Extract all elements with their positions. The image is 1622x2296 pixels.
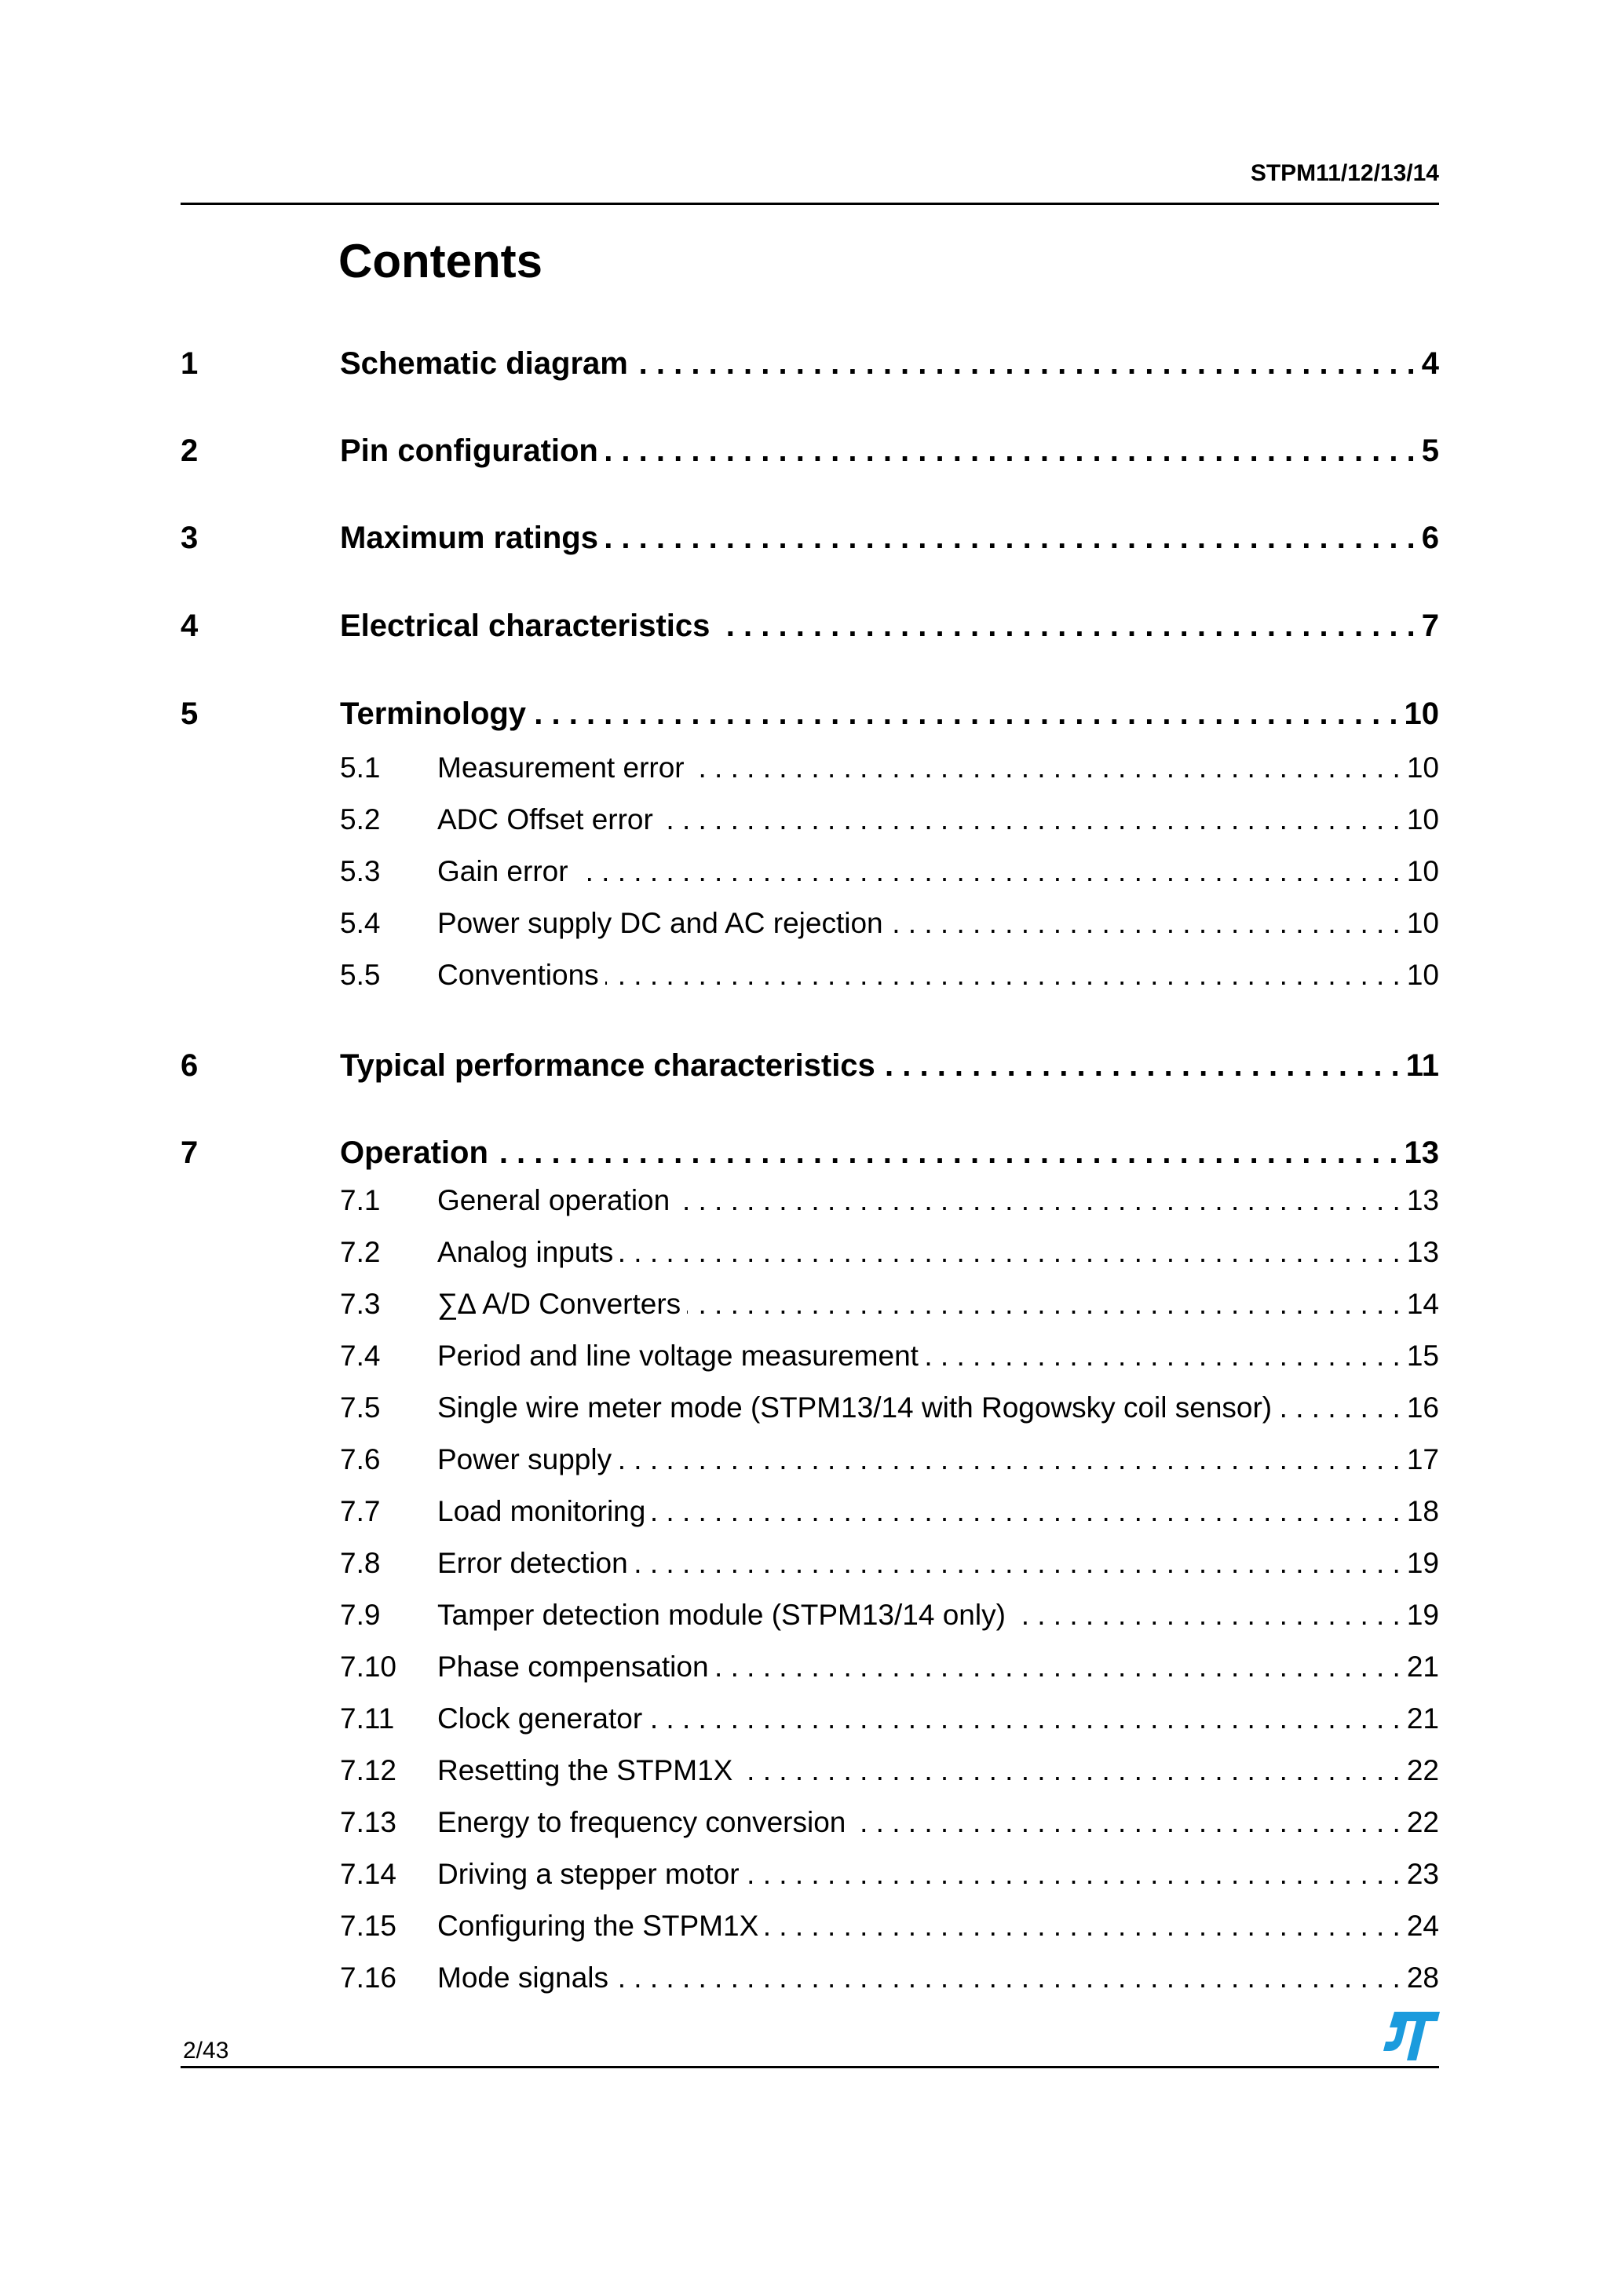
- toc-number: 2: [181, 433, 199, 468]
- toc-number: 7.10: [340, 1651, 397, 1683]
- toc-page[interactable]: 18: [1406, 1495, 1439, 1527]
- toc-entry-7-10[interactable]: [181, 1649, 1439, 1685]
- toc-page[interactable]: 10: [1404, 696, 1439, 731]
- dot-leader: [618, 1442, 1401, 1478]
- toc-title[interactable]: ∑∆ A/D Converters: [437, 1288, 681, 1320]
- header-rule: [181, 203, 1439, 205]
- toc-title[interactable]: Gain error: [437, 855, 568, 887]
- toc-page[interactable]: 13: [1406, 1236, 1439, 1268]
- toc-title[interactable]: Schematic diagram: [340, 346, 628, 381]
- toc-page[interactable]: 13: [1406, 1184, 1439, 1216]
- toc-number: 1: [181, 346, 199, 381]
- toc-entry-3[interactable]: [181, 518, 1439, 558]
- toc-page[interactable]: 21: [1406, 1651, 1439, 1683]
- toc-number: 7.9: [340, 1599, 381, 1631]
- toc-number: 7.12: [340, 1754, 397, 1786]
- toc-entry-1[interactable]: [181, 344, 1439, 383]
- toc-entry-5[interactable]: [181, 694, 1439, 733]
- toc-page[interactable]: 21: [1406, 1702, 1439, 1735]
- st-logo-icon: [1383, 2012, 1440, 2060]
- dot-leader: [739, 1753, 1401, 1789]
- dot-leader: [615, 1960, 1401, 1996]
- toc-number: 5.5: [340, 959, 381, 991]
- dot-leader: [687, 1286, 1401, 1322]
- toc-number: 7.11: [340, 1702, 395, 1735]
- toc-entry-7-3[interactable]: [181, 1286, 1439, 1322]
- toc-entry-4[interactable]: [181, 606, 1439, 645]
- dot-leader: [890, 905, 1401, 941]
- toc-entry-5-5[interactable]: [181, 957, 1439, 993]
- toc-title[interactable]: Energy to frequency conversion: [437, 1806, 846, 1838]
- toc-title[interactable]: General operation: [437, 1184, 670, 1216]
- toc-page[interactable]: 13: [1404, 1135, 1439, 1170]
- toc-entry-7-7[interactable]: [181, 1493, 1439, 1530]
- toc-title[interactable]: Phase compensation: [437, 1651, 709, 1683]
- toc-title[interactable]: Power supply DC and AC rejection: [437, 907, 883, 939]
- toc-title[interactable]: Clock generator: [437, 1702, 643, 1735]
- toc-number: 5: [181, 696, 199, 731]
- toc-entry-7-16[interactable]: [181, 1960, 1439, 1996]
- dot-leader: [882, 1046, 1400, 1085]
- dot-leader: [925, 1338, 1401, 1374]
- toc-title[interactable]: Load monitoring: [437, 1495, 646, 1527]
- toc-entry-5-3[interactable]: [181, 854, 1439, 890]
- dot-leader: [634, 344, 1416, 383]
- toc-entry-7-11[interactable]: [181, 1701, 1439, 1737]
- toc-number: 7.6: [340, 1443, 381, 1475]
- toc-entry-5-2[interactable]: [181, 802, 1439, 838]
- toc-number: 7.4: [340, 1340, 381, 1372]
- toc-entry-7-9[interactable]: [181, 1597, 1439, 1633]
- toc-title[interactable]: Operation: [340, 1135, 488, 1170]
- toc-title[interactable]: Error detection: [437, 1547, 628, 1579]
- toc-page[interactable]: 19: [1406, 1599, 1439, 1631]
- toc-number: 5.4: [340, 907, 381, 939]
- dot-leader: [605, 957, 1401, 993]
- toc-page[interactable]: 6: [1421, 521, 1439, 555]
- dot-leader: [605, 518, 1416, 558]
- toc-page[interactable]: 4: [1421, 346, 1439, 381]
- toc-number: 3: [181, 521, 199, 555]
- toc-number: 7.13: [340, 1806, 397, 1838]
- dot-leader: [852, 1804, 1400, 1841]
- toc-title[interactable]: Period and line voltage measurement: [437, 1340, 919, 1372]
- toc-title[interactable]: Electrical characteristics: [340, 609, 711, 643]
- dot-leader: [1278, 1390, 1401, 1426]
- toc-page[interactable]: 15: [1406, 1340, 1439, 1372]
- toc-number: 7.7: [340, 1495, 381, 1527]
- toc-entry-2[interactable]: [181, 431, 1439, 470]
- toc-page[interactable]: 10: [1406, 855, 1439, 887]
- toc-title[interactable]: ADC Offset error: [437, 803, 653, 835]
- toc-number: 6: [181, 1048, 199, 1083]
- toc-entry-5-4[interactable]: [181, 905, 1439, 941]
- toc-entry-7-5[interactable]: [181, 1390, 1439, 1426]
- toc-page[interactable]: 14: [1406, 1288, 1439, 1320]
- toc-title[interactable]: Typical performance characteristics: [340, 1048, 875, 1083]
- toc-page[interactable]: 23: [1406, 1858, 1439, 1890]
- dot-leader: [659, 802, 1401, 838]
- toc-number: 7.15: [340, 1910, 397, 1942]
- toc-number: 7: [181, 1135, 199, 1170]
- toc-entry-5-1[interactable]: [181, 750, 1439, 786]
- dot-leader: [575, 854, 1401, 890]
- dot-leader: [605, 431, 1416, 470]
- toc-page[interactable]: 22: [1406, 1754, 1439, 1786]
- toc-title[interactable]: Pin configuration: [340, 433, 598, 468]
- toc-page[interactable]: 10: [1406, 803, 1439, 835]
- toc-title[interactable]: Conventions: [437, 959, 599, 991]
- toc-title[interactable]: Measurement error: [437, 751, 685, 784]
- dot-leader: [532, 694, 1397, 733]
- dot-leader: [691, 750, 1401, 786]
- toc-title[interactable]: Tamper detection module (STPM13/14 only): [437, 1599, 1006, 1631]
- toc-title[interactable]: Configuring the STPM1X: [437, 1910, 759, 1942]
- toc-number: 7.5: [340, 1391, 381, 1424]
- toc-entry-7-15[interactable]: [181, 1908, 1439, 1944]
- toc-title[interactable]: Maximum ratings: [340, 521, 598, 555]
- footer-rule: [181, 2066, 1439, 2068]
- toc-page[interactable]: 10: [1406, 959, 1439, 991]
- page-title: Contents: [338, 235, 542, 287]
- toc-number: 7.16: [340, 1961, 397, 1994]
- toc-title[interactable]: Power supply: [437, 1443, 612, 1475]
- dot-leader: [716, 606, 1415, 645]
- toc-number: 7.8: [340, 1547, 381, 1579]
- toc-page[interactable]: 10: [1406, 907, 1439, 939]
- toc-number: 7.1: [340, 1184, 381, 1216]
- toc-title[interactable]: Analog inputs: [437, 1236, 614, 1268]
- dot-leader: [652, 1493, 1401, 1530]
- toc-number: 7.3: [340, 1288, 381, 1320]
- toc-number: 7.2: [340, 1236, 381, 1268]
- toc-entry-6[interactable]: [181, 1046, 1439, 1085]
- dot-leader: [634, 1545, 1401, 1581]
- toc-entry-7-13[interactable]: [181, 1804, 1439, 1841]
- toc-number: 5.1: [340, 751, 381, 784]
- toc-entry-7-1[interactable]: [181, 1183, 1439, 1219]
- document-title: STPM11/12/13/14: [1250, 160, 1439, 186]
- dot-leader: [715, 1649, 1401, 1685]
- toc-number: 5.2: [340, 803, 381, 835]
- dot-leader: [1012, 1597, 1401, 1633]
- toc-number: 5.3: [340, 855, 381, 887]
- dot-leader: [746, 1856, 1401, 1892]
- dot-leader: [619, 1234, 1401, 1270]
- toc-entry-7-8[interactable]: [181, 1545, 1439, 1581]
- toc-title[interactable]: Mode signals: [437, 1961, 609, 1994]
- toc-entry-7[interactable]: [181, 1133, 1439, 1172]
- toc-page[interactable]: 28: [1406, 1961, 1439, 1994]
- toc-entry-7-2[interactable]: [181, 1234, 1439, 1270]
- toc-page[interactable]: 10: [1406, 751, 1439, 784]
- page-indicator: 2/43: [183, 2038, 229, 2064]
- toc-entry-7-12[interactable]: [181, 1753, 1439, 1789]
- toc-page[interactable]: 5: [1421, 433, 1439, 468]
- toc-page[interactable]: 19: [1406, 1547, 1439, 1579]
- toc-page[interactable]: 17: [1406, 1443, 1439, 1475]
- toc-page[interactable]: 7: [1421, 609, 1439, 643]
- toc-entry-7-14[interactable]: [181, 1856, 1439, 1892]
- toc-title[interactable]: Terminology: [340, 696, 527, 731]
- dot-leader: [648, 1701, 1401, 1737]
- toc-title[interactable]: Resetting the STPM1X: [437, 1754, 733, 1786]
- toc-title[interactable]: Single wire meter mode (STPM13/14 with Rogowsky coil sensor): [437, 1391, 1273, 1424]
- toc-entry-7-4[interactable]: [181, 1338, 1439, 1374]
- toc-title[interactable]: Driving a stepper motor: [437, 1858, 740, 1890]
- toc-page[interactable]: 11: [1405, 1048, 1439, 1083]
- toc-entry-7-6[interactable]: [181, 1442, 1439, 1478]
- toc-number: 4: [181, 609, 199, 643]
- toc-page[interactable]: 22: [1406, 1806, 1439, 1838]
- dot-leader: [495, 1133, 1398, 1172]
- dot-leader: [765, 1908, 1401, 1944]
- toc-page[interactable]: 16: [1406, 1391, 1439, 1424]
- dot-leader: [676, 1183, 1401, 1219]
- toc-number: 7.14: [340, 1858, 397, 1890]
- toc-page[interactable]: 24: [1406, 1910, 1439, 1942]
